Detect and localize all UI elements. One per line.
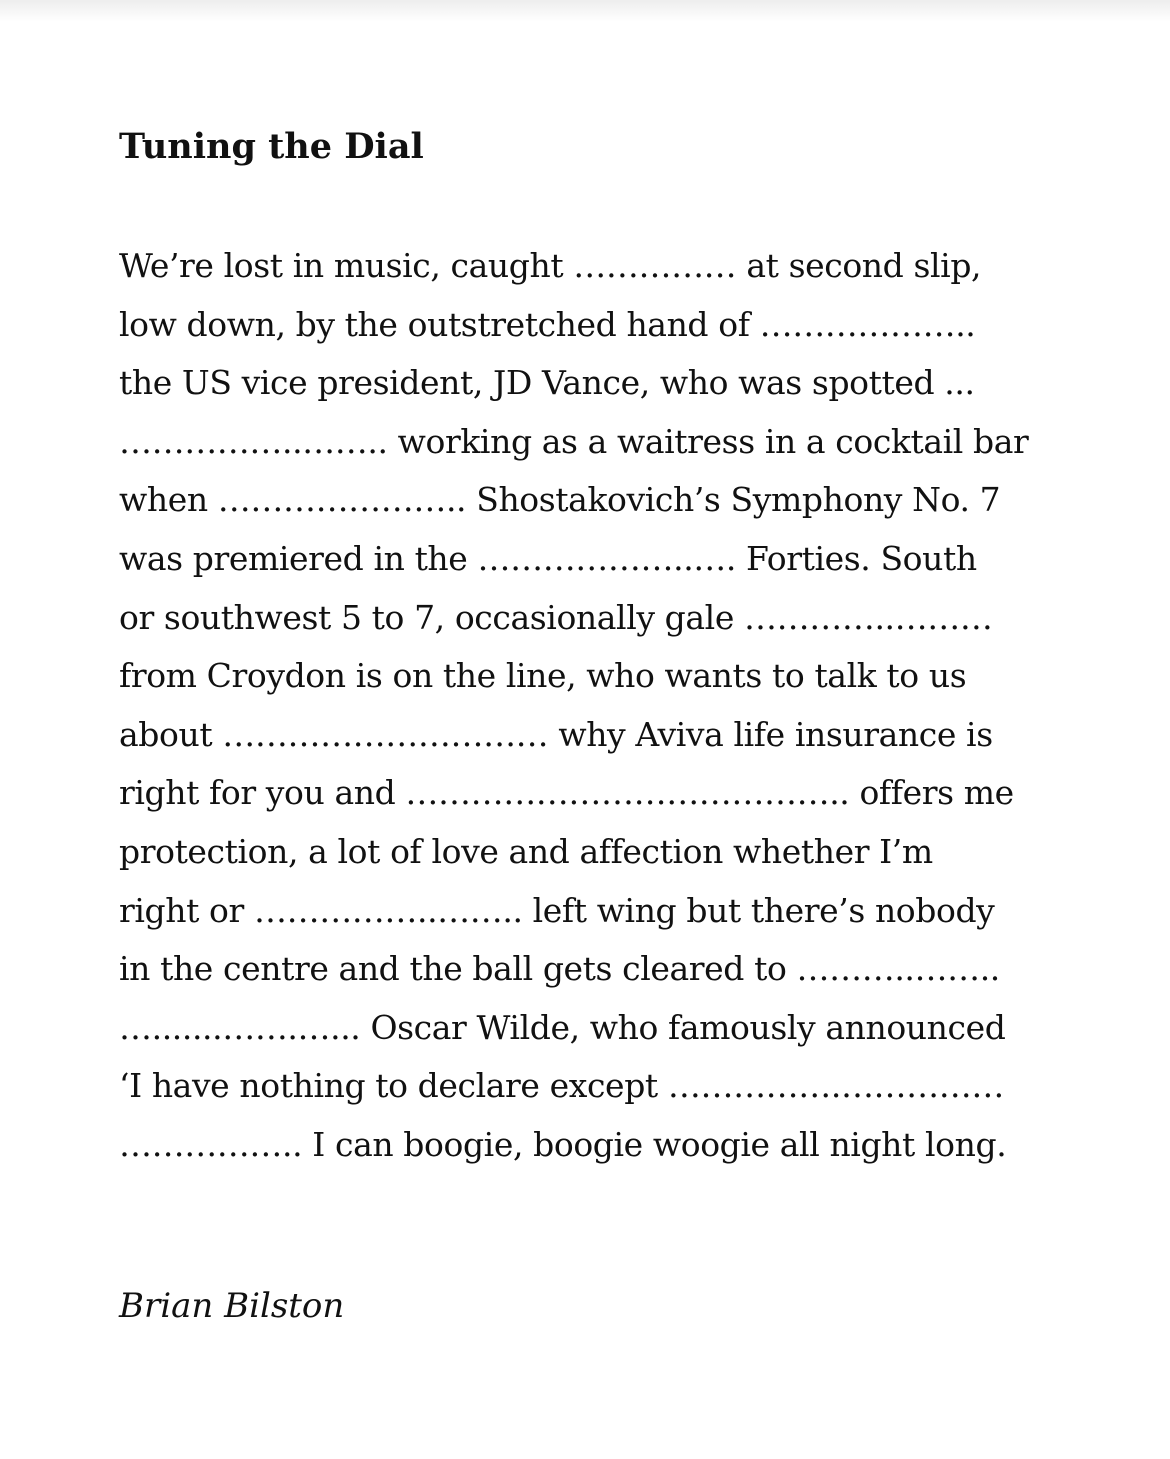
- poem-line: the US vice president, JD Vance, who was spotted ...: [119, 363, 975, 403]
- poem-author: Brian Bilston: [119, 1286, 345, 1326]
- poem-line: when ………………….. Shostakovich’s Symphony No. 7: [119, 480, 1001, 520]
- poem-line: We’re lost in music, caught …………… at second slip,: [119, 246, 982, 285]
- top-shadow: [0, 0, 1170, 22]
- poem-line: ‘I have nothing to declare except …………….……………: [119, 1066, 1004, 1106]
- poem-line: about ………………………… why Aviva life insurance is: [119, 714, 993, 754]
- poem-title: Tuning the Dial: [119, 126, 424, 167]
- poem-line: from Croydon is on the line, who wants to talk to us: [119, 656, 967, 696]
- poem-line: ……………..…….. working as a waitress in a cocktail bar: [119, 421, 1029, 461]
- poem-line: in the centre and the ball gets cleared to ………..……..: [119, 949, 1000, 989]
- poem-line: ….......…….…... Oscar Wilde, who famously announced: [119, 1007, 1006, 1047]
- poem-line: …………….. I can boogie, boogie woogie all night long.: [119, 1124, 1007, 1164]
- poem-line: or southwest 5 to 7, occasionally gale …………..………: [119, 597, 993, 637]
- poem-line: was premiered in the ………………..…. Forties. South: [119, 538, 977, 578]
- poem-line: protection, a lot of love and affection whether I’m: [119, 831, 933, 871]
- poem-body: [119, 237, 1028, 1175]
- poem-line: right or ……………..…….. left wing but there’s nobody: [119, 890, 995, 930]
- poem-line: low down, by the outstretched hand of ………………..: [119, 304, 976, 344]
- poem-line: right for you and ………………………………….. offers me: [119, 773, 1014, 813]
